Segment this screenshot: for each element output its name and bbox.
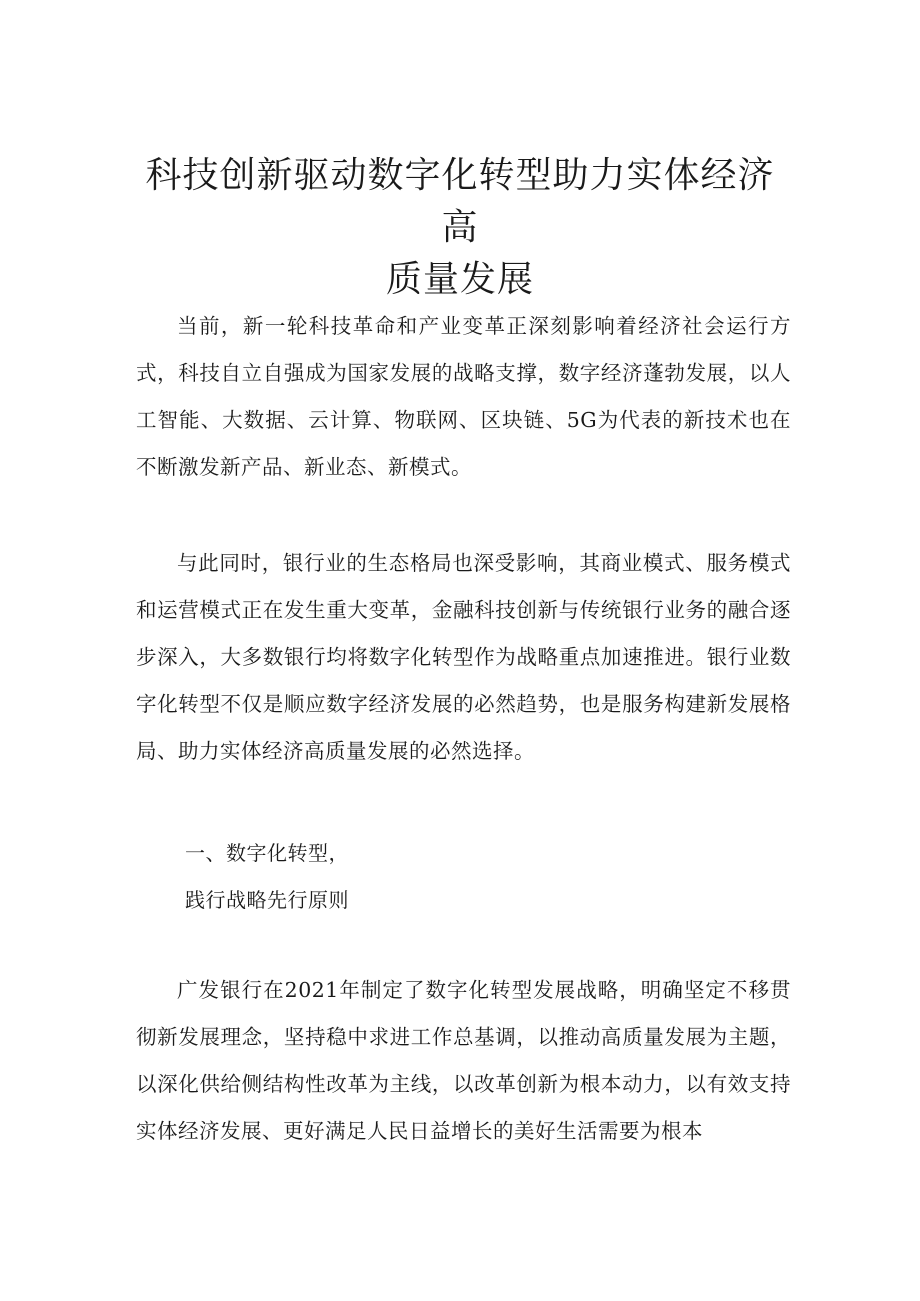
title-line-2: 质量发展: [385, 259, 534, 300]
paragraph-intro: 当前，新一轮科技革命和产业变革正深刻影响着经济社会运行方式，科技自立自强成为国家发展的战略支撑，数字经济蓬勃发展，以人工智能、大数据、云计算、物联网、区块链、5G为代表的新技术也在不断激发新产品、新业态、新模式。: [136, 314, 791, 479]
section-heading-line-1: 一、数字化转型，: [185, 841, 349, 865]
document-title: [130, 150, 790, 306]
title-line-1: 科技创新驱动数字化转型助力实体经济高: [145, 155, 775, 248]
paragraph-banking-impact: 与此同时，银行业的生态格局也深受影响，其商业模式、服务模式和运营模式正在发生重大变革，金融科技创新与传统银行业务的融合逐步深入，大多数银行均将数字化转型作为战略重点加速推进。银行业数字化转型不仅是顺应数字经济发展的必然趋势，也是服务构建新发展格局、助力实体经济高质量发展的必然选择。: [136, 551, 791, 763]
paragraph-strategy: 广发银行在2021年制定了数字化转型发展战略，明确坚定不移贯彻新发展理念，坚持稳中求进工作总基调，以推动高质量发展为主题，以深化供给侧结构性改革为主线，以改革创新为根本动力，以有效支持实体经济发展、更好满足人民日益增长的美好生活需要为根本: [136, 978, 791, 1143]
section-heading-line-2: 践行战略先行原则: [185, 888, 349, 912]
